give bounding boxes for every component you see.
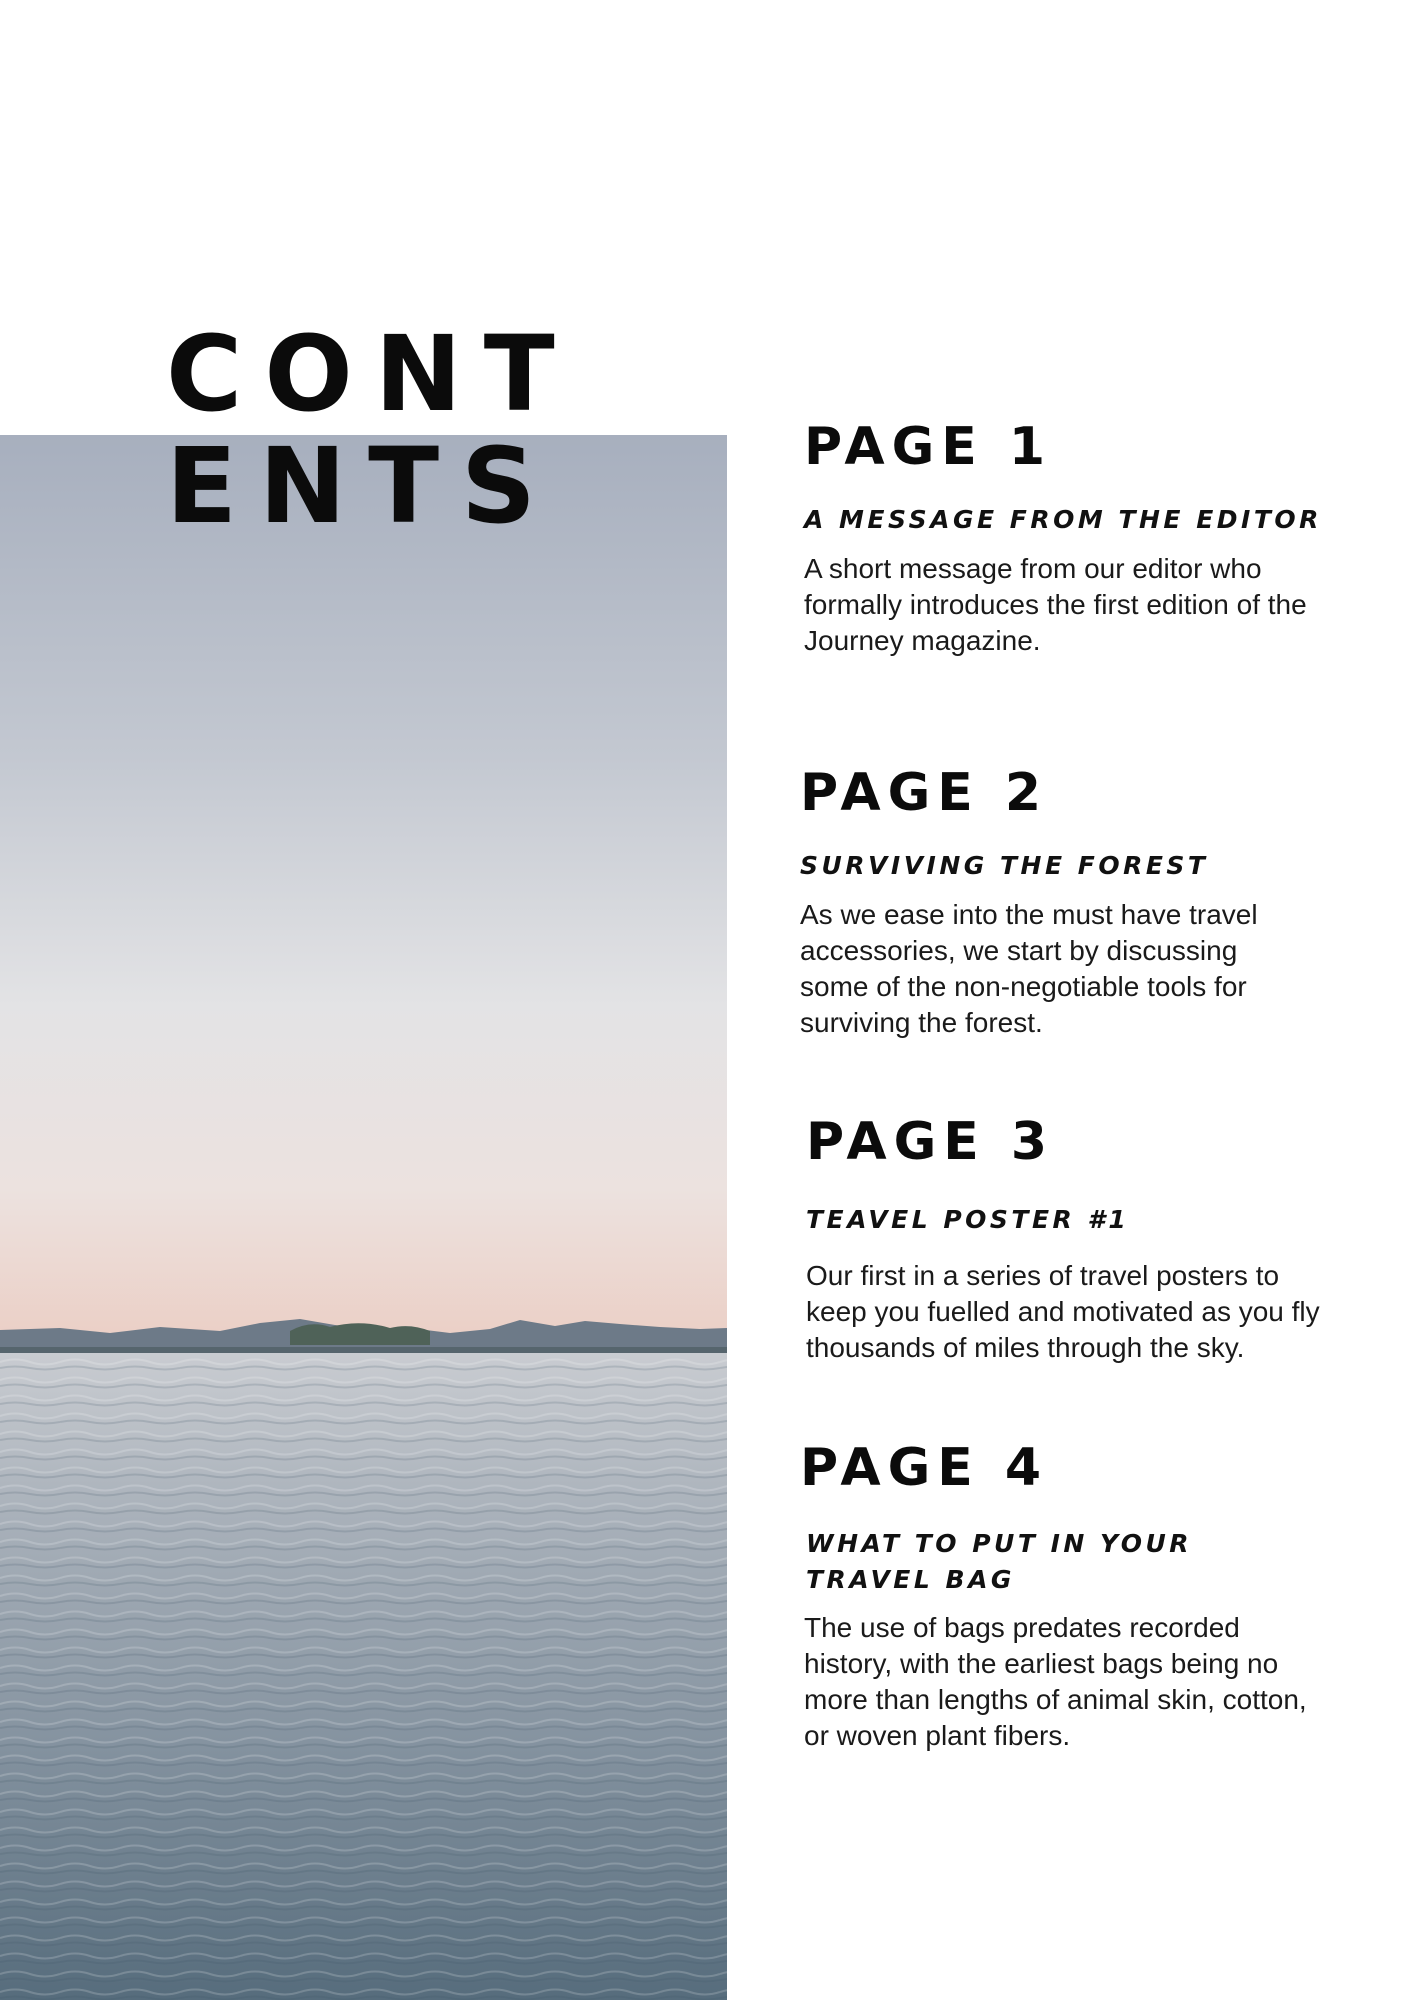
page-number-label: PAGE 3 <box>806 1112 1055 1172</box>
entry-description: The use of bags predates recorded history, with the earliest bags being no more than lengths of animal skin, cotton, or woven plant fibers. <box>804 1612 1307 1751</box>
page-number-label: PAGE 1 <box>804 417 1053 477</box>
lake-photo-illustration <box>0 435 727 2000</box>
page-number-label: PAGE 4 <box>800 1438 1049 1498</box>
entry-heading: SURVIVING THE FOREST <box>800 851 1209 880</box>
entry-heading: A MESSAGE FROM THE EDITOR <box>804 505 1322 534</box>
contents-entry-page-1 <box>804 417 1324 659</box>
entry-description: A short message from our editor who formally introduces the first edition of the Journey magazine. <box>804 553 1307 656</box>
page-number-label: PAGE 2 <box>800 763 1049 823</box>
lake-photo <box>0 435 727 2000</box>
contents-entry-page-3 <box>806 1112 1326 1366</box>
contents-entry-page-2 <box>800 763 1320 1041</box>
entry-description: As we ease into the must have travel accessories, we start by discussing some of the non-negotiable tools for surviving the forest. <box>800 899 1258 1038</box>
contents-title-line-1: CONT <box>166 313 577 435</box>
entry-heading: TEAVEL POSTER #1 <box>806 1205 1130 1234</box>
contents-title-line-2: ENTS <box>166 425 558 547</box>
entry-description: Our first in a series of travel posters to keep you fuelled and motivated as you fly thousands of miles through the sky. <box>806 1260 1320 1363</box>
contents-entry-page-4 <box>800 1438 1320 1754</box>
contents-title <box>166 313 577 547</box>
entry-heading: WHAT TO PUT IN YOUR TRAVEL BAG <box>806 1529 1193 1594</box>
